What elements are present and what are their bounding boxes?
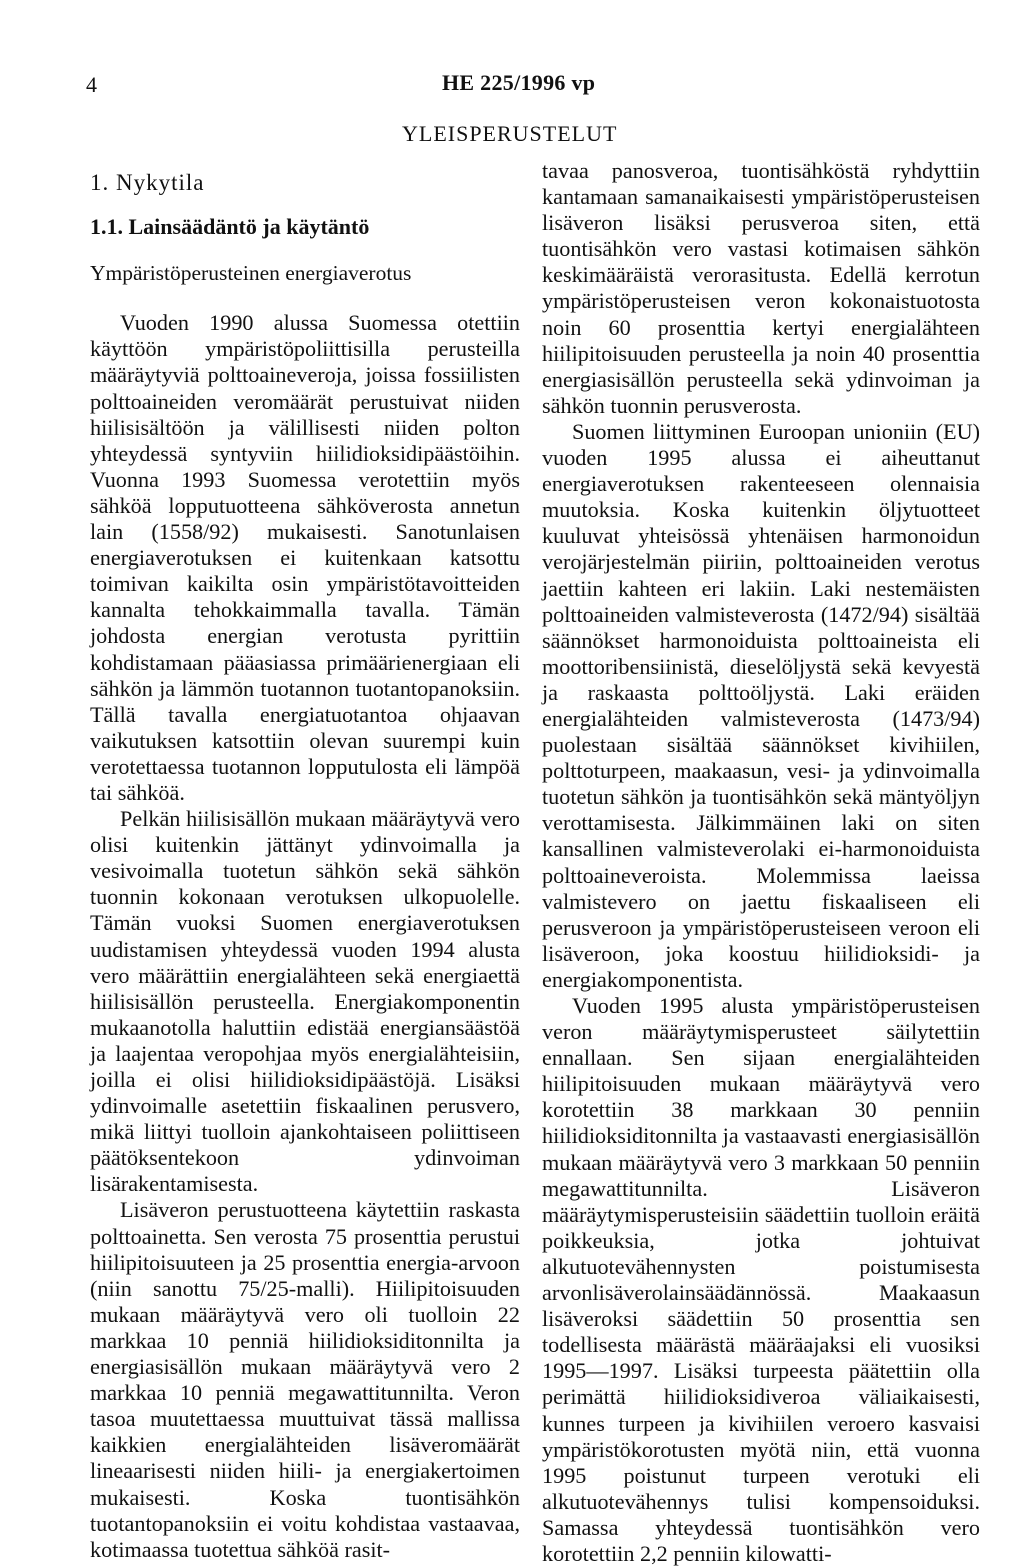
subsection-heading: 1.1. Lainsäädäntö ja käytäntö (90, 214, 370, 240)
running-header: HE 225/1996 vp (442, 70, 596, 95)
section-heading: 1. Nykytila (90, 170, 205, 195)
section-title: YLEISPERUSTELUT (402, 121, 618, 146)
page-number: 4 (86, 72, 97, 97)
paragraph: Suomen liittyminen Euroopan unioniin (EU) vuoden 1995 alussa ei aiheuttanut energiaverotuksen rakenteeseen olennaisia muutoksia. Koska kuitenkin öljytuotteet kuuluvat yhteisössä yhtenäisen harmonoidun verojärjestelmän piiriin, polttoaineiden verotus jaettiin kahteen eri lakiin. Laki nestemäisten polttoaineiden valmisteverosta (1472/94) sisältää säännökset harmonoiduista polttoaineista eli moottoribensiinistä, dieselöljystä sekä kevyestä ja raskaasta polttoöljystä. Laki eräiden energialähteiden valmisteverosta (1473/94) puolestaan sisältää säännökset kivihiilen, polttoturpeen, maakaasun, vesi- ja ydinvoimalla tuotetun sähkön ja tuontisähkön sekä mäntyöljyn verottamisesta. Jälkimmäinen laki on siten kansallinen valmisteverolaki ei-harmonoiduista polttoaineveroista. Molemmissa laeissa valmistevero on jaettu fiskaaliseen eli perusveroon ja ympäristöperusteiseen veroon eli lisäveroon, joka koostuu hiilidioksidi- ja energiakomponentista. (542, 418, 980, 992)
paragraph: Vuoden 1990 alussa Suomessa otettiin käyttöön ympäristöpoliittisilla perusteilla määräytyviä polttoaineveroja, joissa fossiilisten polttoaineiden veromäärät perustuivat niiden hiilisisältöön ja välillisesti niiden polton yhteydessä syntyviin hiilidioksidipäästöihin. Vuonna 1993 Suomessa verotettiin myös sähköä lopputuotteena sähköverosta annetun lain (1558/92) mukaisesti. Sanotunlaisen energiaverotuksen ei kuitenkaan katsottu toimivan kaikilta osin ympäristötavoitteiden kannalta tehokkaimmalla tavalla. Tämän johdosta energian verotusta pyrittiin kohdistamaan pääasiassa primäärienergiaan eli sähkön ja lämmön tuotannon tuotantopanoksiin. Tällä tavalla energiatuotantoa ohjaavan vaikutuksen katsottiin olevan suurempi kuin verotettaessa tuotannon lopputulosta eli lämpöä tai sähköä. (90, 310, 520, 805)
paragraph: Lisäveron perustuotteena käytettiin raskasta polttoainetta. Sen verosta 75 prosenttia perustui hiilipitoisuuteen ja 25 prosenttia energia-arvoon (niin sanottu 75/25-malli). Hiilipitoisuuden mukaan määräytyvä vero oli tuolloin 22 markkaa 10 penniä hiilidioksiditonnilta ja energiasisällön mukaan määräytyvä vero 2 markkaa 10 penniä megawattitunnilta. Veron tasoa muutettaessa muuttuivat tässä mallissa kaikkien energialähteiden lisäveromäärät lineaarisesti niiden hiili- ja energiakertoimen mukaisesti. Koska tuontisähkön tuotantopanoksiin ei voitu kohdistaa vastaavaa, kotimaassa tuotettua sähköä rasit- (90, 1197, 520, 1562)
paragraph: Vuoden 1995 alusta ympäristöperusteisen veron määräytymisperusteet säilytettiin ennallaan. Sen sijaan energialähteiden hiilipitoisuuden mukaan määräytyvä vero korotettiin 38 markkaan 30 penniin hiilidioksiditonnilta ja vastaavasti energiasisällön mukaan määräytyvä vero 3 markkaan 50 penniin megawattitunnilta. Lisäveron määräytymisperusteisiin säädettiin tuolloin eräitä poikkeuksia, jotka johtuivat alkutuotevähennysten poistumisesta arvonlisäverolainsäädännössä. Maakaasun lisäveroksi säädettiin 50 prosenttia sen todellisesta määrästä määräajaksi eli vuosiksi 1995—1997. Lisäksi turpeesta päätettiin olla perimättä hiilidioksidiveroa väliaikaisesti, kunnes turpeen ja kivihiilen veroero kasvaisi ympäristökorotusten myötä niin, että vuonna 1995 poistunut turpeen verotuki eli alkutuotevähennys tulisi kompensoiduksi. Samassa yhteydessä tuontisähkön vero korotettiin 2,2 penniin kilowatti- (542, 993, 980, 1566)
paragraph: tavaa panosveroa, tuontisähköstä ryhdyttiin kantamaan samanaikaisesti ympäristöperusteisen lisäveron lisäksi perusveroa siten, että tuontisähkön vero vastasi kotimaisen sähkön keskimääräistä verorasitusta. Edellä kerrotun ympäristöperusteisen veron kokonaistuotosta noin 60 prosenttia kertyi energialähteen hiilipitoisuuden perusteella ja noin 40 prosenttia energiasisällön perusteella sekä ydinvoiman ja sähkön tuonnin perusverosta. (542, 158, 980, 418)
left-column (90, 158, 520, 1563)
paragraph: Pelkän hiilisisällön mukaan määräytyvä vero olisi kuitenkin jättänyt ydinvoimalla ja vesivoimalla tuotetun sähkön sekä sähkön tuonnin kokonaan verotuksen ulkopuolelle. Tämän vuoksi Suomen energiaverotuksen uudistamisen yhteydessä vuoden 1994 alusta vero määrättiin energialähteen sekä energiaettä hiilisisällön perusteella. Energiakomponentin mukaanotolla haluttiin edistää energiansäästöä ja laajentaa veropohjaa myös energialähteisiin, joilla ei olisi hiilidioksidipäästöjä. Lisäksi ydinvoimalle asetettiin fiskaalinen perusvero, mikä liittyi tuolloin ajankohtaiseen poliittiseen päätöksentekoon ydinvoiman lisärakentamisesta. (90, 806, 520, 1197)
right-column (542, 158, 980, 1567)
topic-heading: Ympäristöperusteinen energiaverotus (90, 261, 412, 286)
